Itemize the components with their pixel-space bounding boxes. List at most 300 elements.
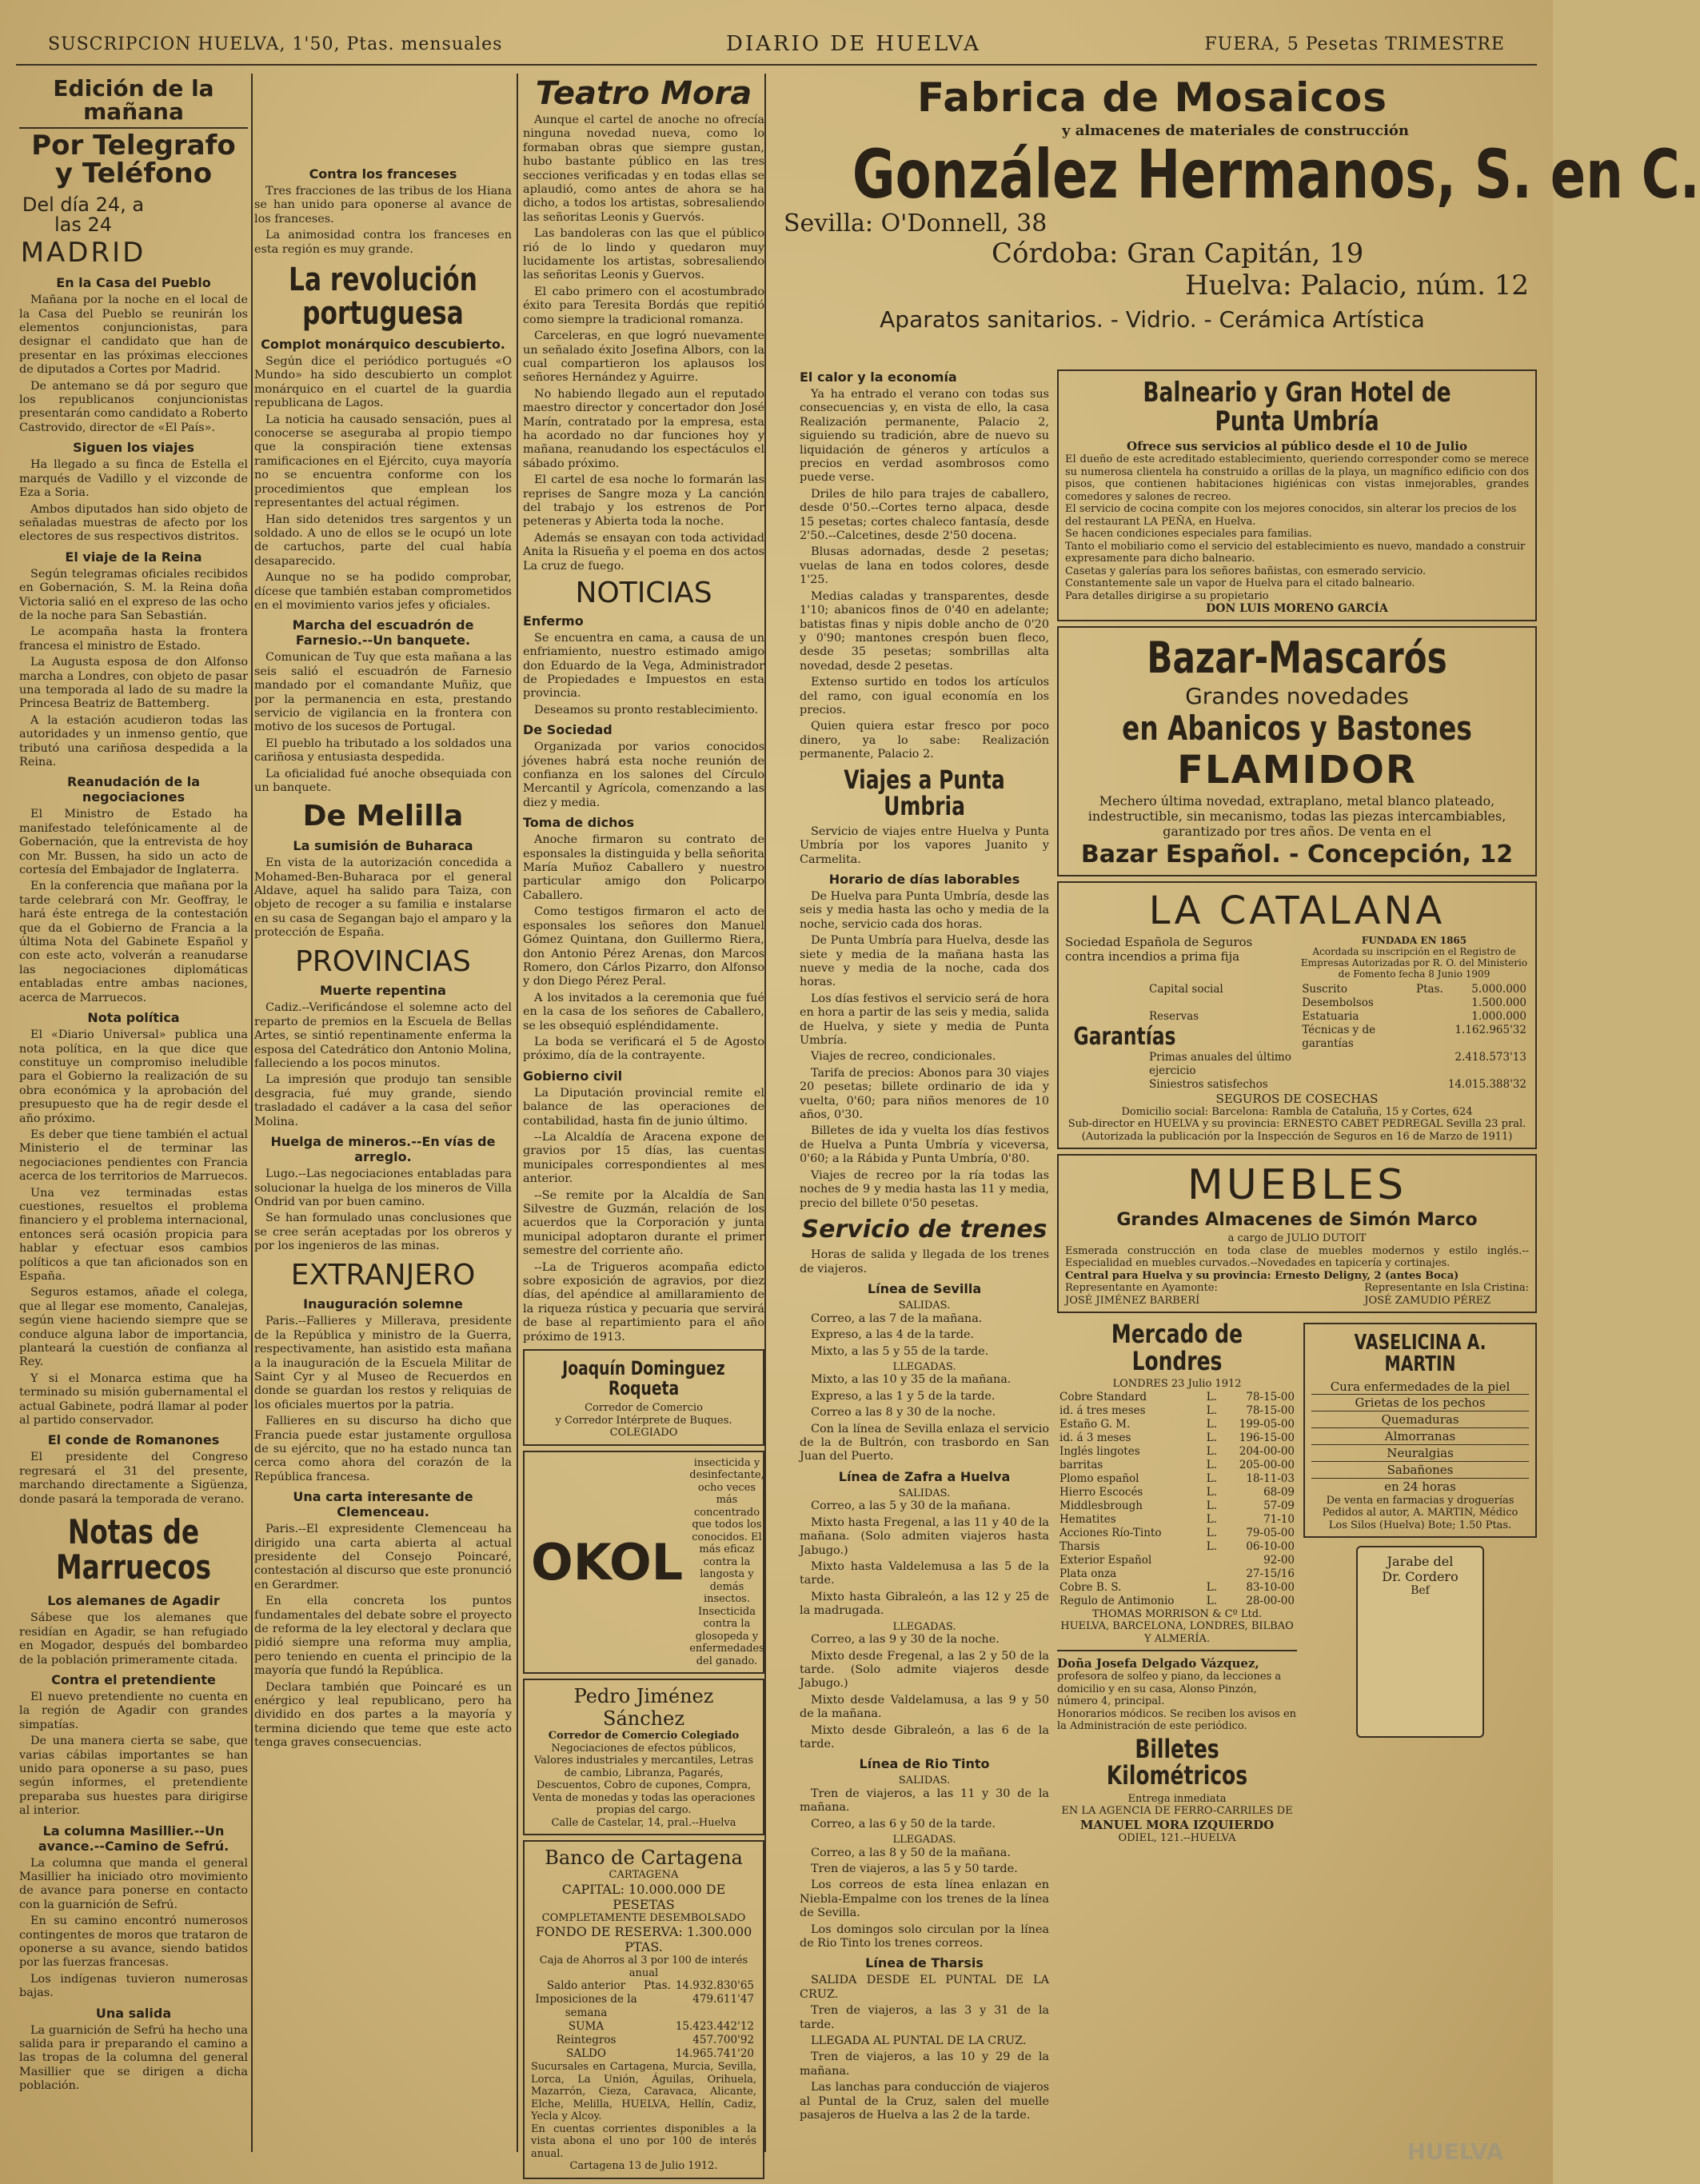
article-paragraph: Extenso surtido en todos los artículos del ramo, con igual economía en los precios.: [800, 676, 1049, 717]
table-cell: Estaño G. M.: [1060, 1417, 1131, 1431]
table-cell: 5.000.000: [1471, 982, 1526, 996]
table-cell: Tharsis: [1060, 1539, 1100, 1553]
schedule-line: Mixto desde Gibraleón, a las 6 de la tarde.: [800, 1723, 1049, 1751]
table-cell: Cobre B. S.: [1060, 1580, 1122, 1594]
ad-line: Pedidos al autor, A. MARTIN, Médico: [1322, 1507, 1518, 1519]
schedule-line: Mixto desde Fregenal, a las 2 y 50 de la tarde. (Solo admite viajeros desde Jabugo.): [800, 1649, 1049, 1691]
mercado-row: [1057, 1459, 1297, 1472]
ad-line: profesora de solfeo y piano, da lecciones a domicilio y en su casa, Alonso Pinzón, número 4, principal.: [1057, 1671, 1282, 1708]
article-paragraph: Tres fracciones de las tribus de los Hiana se han unido para oponerse al avance de los franceses.: [254, 185, 512, 226]
mercado-row: [1057, 1391, 1297, 1404]
table-cell: L.: [1206, 1471, 1218, 1485]
article-paragraph: Sábese que los alemanes que residían en Agadir, se han refugiado en Mogador, después del bombardeo de la población primeramente citada.: [19, 1611, 248, 1667]
article-paragraph: Además se ensayan con toda actividad Anita la Risueña y el poema en dos actos La cruz de fuego.: [523, 531, 764, 573]
column-rule: [764, 74, 766, 2152]
article-paragraph: La animosidad contra los franceses en esta región es muy grande.: [254, 229, 512, 256]
subheading: Una carta interesante de Clemenceau.: [293, 1489, 473, 1520]
table-cell: 71-10: [1263, 1512, 1295, 1526]
ad-line: Sub-director en HUELVA y su provincia: ERNESTO CABET PEDREGAL Sevilla 23 pral.: [1067, 1118, 1526, 1131]
ad-line: insecticida y desinfectante, ocho veces más concentrado que todos los conocidos. El más eficaz contra la langosta y demás insectos. Insecticida contra la glosopeda y enfermedades del ganado.: [689, 1456, 764, 1667]
table-cell: 2.418.573'13: [1455, 1050, 1526, 1064]
cordoba-address: Córdoba: Gran Capitán, 19: [992, 237, 1364, 270]
ad-title: Pedro Jiménez Sánchez: [573, 1685, 714, 1731]
ad-line: y Corredor Intérprete de Buques.: [555, 1414, 732, 1427]
catalana-row: [1147, 996, 1529, 1010]
schedule-line: Correo, a las 5 y 30 de la mañana.: [811, 1499, 1011, 1513]
ad-title: OKOL: [531, 1533, 684, 1592]
mercado-row: [1057, 1418, 1297, 1431]
article-paragraph: La impresión que produjo tan sensible desgracia, fué muy grande, siendo trasladado el cadáver a la casa del señor Molina.: [254, 1073, 512, 1128]
table-cell: Cobre Standard: [1060, 1390, 1147, 1403]
article-paragraph: Viajes de recreo por la ría todas las noches de 9 y media hasta las 11 y media, precio del billete 0'50 pesetas.: [800, 1168, 1049, 1210]
article-paragraph: Medias caladas y transparentes, desde 1'10; abanicos finos de 0'40 en adelante; batistas finas y nipis doble ancho de 0'20 y 0'90; mantones crespón buen fleco, desde 35 pesetas; sombrillas alta novedad, desde 2 pesetas.: [800, 589, 1049, 673]
table-cell: 15.423.442'12: [675, 2020, 754, 2034]
flamidor-title: FLAMIDOR: [1177, 747, 1417, 793]
ad-line: EN LA AGENCIA DE FERRO-CARRILES DE: [1061, 1805, 1293, 1818]
mercado-row: [1057, 1513, 1297, 1527]
table-cell: Desembolsos: [1302, 996, 1374, 1009]
schedule-line: Expreso, a las 1 y 5 de la tarde.: [811, 1389, 996, 1403]
schedule-line: Tren de viajeros, a las 5 y 50 tarde.: [811, 1863, 1018, 1875]
label-llegadas: LLEGADAS.: [892, 1620, 956, 1633]
muebles-ad: [1057, 1154, 1537, 1313]
subheading: Muerte repentina: [320, 983, 446, 999]
trenes-banner: Servicio de trenes: [801, 1215, 1048, 1244]
ad-title: VASELICINA A. MARTIN: [1354, 1331, 1487, 1377]
article-paragraph: Billetes de ida y vuelta los días festivos de Huelva a Punta Umbría y viceversa, 0'60; a la Rábida y Punta Umbría, 0'80.: [800, 1124, 1049, 1166]
ad-title: Bazar-Mascarós: [1147, 633, 1447, 684]
ad-subtitle: Grandes novedades: [1185, 683, 1409, 710]
schedule-line: Mixto hasta Valdelemusa a las 5 de la tarde.: [800, 1560, 1049, 1587]
table-cell: 1.500.000: [1471, 996, 1526, 1009]
subheading: Los alemanes de Agadir: [47, 1593, 220, 1609]
label-salidas: SALIDAS.: [898, 1300, 951, 1312]
table-cell: 27-15/16: [1246, 1567, 1295, 1580]
ad-line: CAPITAL: 10.000.000 DE PESETAS: [561, 1881, 726, 1912]
ad-line: De venta en farmacias y droguerías: [1326, 1494, 1514, 1507]
catalana-row: [1147, 1010, 1529, 1024]
schedule-line: Las lanchas para conducción de viajeros al Puntal de la Cruz, salen del muelle pasajeros de Huelva a las 2 de la tarde.: [800, 2081, 1049, 2122]
catalana-row: [1147, 1078, 1529, 1092]
schedule-line: Mixto, a las 5 y 55 de la tarde.: [811, 1344, 989, 1358]
article-paragraph: Le acompaña hasta la frontera francesa el ministro de Estado.: [19, 625, 248, 653]
article-paragraph: --Se remite por la Alcaldía de San Silvestre de Guzmán, relación de los acuerdos que la Corporación y junta municipal adoptaron durante el primer semestre del corriente año.: [523, 1188, 764, 1258]
table-cell: 1.000.000: [1471, 1009, 1526, 1023]
table-cell: [1414, 996, 1446, 1010]
article-paragraph: Declara también que Poincaré es un enérgico y leal republicano, pero ha dividido en dos partes a la mayoría y termina diciendo que teme que este acto tenga graves consecuencias.: [254, 1680, 512, 1750]
okol-ad: [523, 1451, 764, 1675]
article-paragraph: La columna que manda el general Masillier ha iniciado otro movimiento de avance para ponerse en contacto con la guarnición de Sefrú.: [19, 1856, 248, 1911]
table-cell: Acciones Río-Tinto: [1060, 1526, 1162, 1539]
article-paragraph: Fallieres en su discurso ha dicho que Francia puede estar justamente orgullosa de su ejército, que no ha estado nunca tan cerca como ahora del corazón de la República francesa.: [254, 1415, 512, 1483]
ad-owner: DON LUIS MORENO GARCÍA: [1206, 602, 1388, 616]
table-cell: [1204, 1554, 1223, 1567]
article-paragraph: Comunican de Tuy que esta mañana a las seis salió el escuadrón de Farnesio mandado por el comandante Muñiz, que por la permanencia en esta, prestando servicio de vigilancia en la frontera con motivo de los sucesos de Portugal.: [254, 651, 512, 734]
article-paragraph: Es deber que tiene también el actual Ministerio el de terminar las negociaciones pendientes con Francia acerca de los territorios de Marruecos.: [19, 1128, 248, 1184]
mercado-row: [1057, 1540, 1297, 1554]
article-paragraph: Lugo.--Las negociaciones entabladas para solucionar la huelga de los mineros de Villa Ondrid van por buen camino.: [254, 1168, 512, 1208]
catalana-row: [1147, 983, 1529, 996]
article-paragraph: De Punta Umbría para Huelva, desde las siete y media de la mañana hasta las nueve y media de la noche, cada dos horas.: [800, 934, 1050, 989]
ad-line: El servicio de cocina compite con los mejores conocidos, sin alterar los precios de los del restaurant LA PEÑA, en Huelva.: [1065, 503, 1517, 528]
article-paragraph: Paris.--Fallieres y Millerava, presidente de la República y ministro de la Guerra, respectivamente, han asistido esta mañana a la inauguración de la Escuela Militar de Saint Cyr y al Museo de Recuerdos en donde se guardan los restos y reliquias de los oficiales muertos por la patria.: [254, 1315, 512, 1411]
article-paragraph: Deseamos su pronto restablecimiento.: [534, 703, 759, 717]
article-paragraph: La Diputación provincial remite el balance de las operaciones de contabilidad, hasta fin de junio último.: [523, 1086, 764, 1128]
article-paragraph: Se encuentra en cama, a causa de un enfriamiento, nuestro estimado amigo don Eduardo de la Vega, Administrador de Propiedades e Impuestos en esta provincia.: [523, 631, 764, 701]
ad-line: Doña Josefa Delgado Vázquez,: [1057, 1656, 1259, 1671]
table-cell: Reintegros: [556, 2034, 617, 2047]
table-cell: [1414, 1024, 1446, 1051]
article-paragraph: Como testigos firmaron el acto de esponsales los señores don Manuel Gómez Quintana, don Guillermo Riera, don Antonio Pérez Arenas, don Marcos Romero, don Cárlos Pizarro, don Alfonso y don Diego Pérez Peral.: [523, 905, 764, 988]
schedule-line: Los correos de esta línea enlazan en Niebla-Empalme con los trenes de la línea de Sevilla.: [800, 1879, 1049, 1920]
banco-row: [531, 1979, 756, 1993]
mercado-row: [1057, 1581, 1297, 1595]
viajes-banner: Viajes a Punta Umbria: [844, 764, 1005, 822]
billetes-title: Billetes Kilométricos: [1106, 1733, 1248, 1791]
ad-line: FUNDADA EN 1865: [1361, 934, 1467, 946]
ad-line: Los Silos (Huelva) Bote; 1.50 Ptas.: [1328, 1519, 1512, 1531]
ad-line: Se hacen condiciones especiales para familias.: [1065, 528, 1312, 541]
table-cell: 83-10-00: [1246, 1580, 1295, 1594]
ad-line: HUELVA, BARCELONA, LONDRES, BILBAO Y ALMERÍA.: [1060, 1620, 1294, 1645]
label-llegadas: LLEGADAS.: [892, 1834, 956, 1847]
ad-line: FONDO DE RESERVA: 1.300.000 PTAS.: [535, 1924, 752, 1955]
subheading: Siguen los viajes: [73, 440, 194, 456]
article-paragraph: Paris.--El expresidente Clemenceau ha dirigido una carta abierta al actual presidente del Consejo Poincaré, contestación al discurso que este pronunció en Gerardmer.: [254, 1523, 512, 1591]
column-viajes-trenes: [800, 365, 1049, 2160]
table-cell: 18-11-03: [1246, 1471, 1295, 1485]
table-cell: Capital social: [1149, 982, 1223, 996]
column-rule: [517, 74, 518, 2152]
schedule-line: Expreso, a las 4 de la tarde.: [811, 1328, 975, 1342]
ad-line: Bef: [1411, 1584, 1430, 1598]
dateline: Del día 24, a las 24: [22, 194, 145, 237]
article-paragraph: En ella concreta los puntos fundamentales del debate sobre el proyecto de reforma de la ley electoral y declara que pidió siempre una reforma muy amplia, pero teniendo en cuenta el principio de la mayoría que fundó la República.: [254, 1595, 512, 1678]
article-paragraph: Y si el Monarca estima que ha terminado su misión gubernamental el actual Gabinete, podrá llamar al poder al partido conservador.: [19, 1371, 248, 1427]
table-cell: Técnicas y de garantías: [1302, 1023, 1376, 1050]
banco-row: [531, 2034, 756, 2047]
ad-title: MUEBLES: [1187, 1161, 1407, 1210]
table-cell: L.: [1206, 1390, 1218, 1403]
table-cell: Siniestros satisfechos: [1149, 1077, 1268, 1091]
article-paragraph: La guarnición de Sefrú ha hecho una salida para ir preparando el camino a las tropas de la columna del general Masillier que se dirigen a dicha población.: [19, 2023, 248, 2093]
table-cell: L.: [1206, 1526, 1218, 1539]
ad-line: SEGUROS DE COSECHAS: [1215, 1091, 1379, 1106]
table-cell: Reservas: [1149, 1009, 1199, 1023]
subheading: Línea de Tharsis: [865, 1955, 984, 1971]
article-paragraph: Horas de salida y llegada de los trenes de viajeros.: [800, 1248, 1049, 1276]
vaselina-item: Almorranas: [1311, 1427, 1529, 1444]
table-cell: 479.611'47: [692, 1993, 754, 2006]
table-cell: Suscrito: [1302, 982, 1347, 996]
table-cell: Ptas.: [1416, 982, 1443, 996]
table-cell: [1414, 1010, 1446, 1024]
article-paragraph: De Huelva para Punta Umbría, desde las seis y media hasta las ocho y media de la noche, servicio cada dos horas.: [800, 889, 1050, 931]
label-salidas: SALIDAS.: [898, 1487, 951, 1499]
table-cell: Plata onza: [1060, 1567, 1117, 1580]
schedule-line: Los domingos solo circulan por la línea de Rio Tinto los trenes correos.: [800, 1922, 1049, 1950]
ad-line: Tanto el mobiliario como el servicio del establecimiento es nuevo, mandado a construir expresamente para dicho balneario.: [1065, 540, 1526, 565]
ad-line: COLEGIADO: [609, 1427, 678, 1439]
sevilla-address: Sevilla: O'Donnell, 38: [784, 209, 1048, 238]
ad-line: Jarabe del: [1387, 1554, 1454, 1570]
ad-line: Caja de Ahorros al 3 por 100 de interés anual: [539, 1954, 748, 1979]
table-cell: [1414, 1051, 1446, 1078]
article-paragraph: Ya ha entrado el verano con todas sus consecuencias y, en vista de ello, la casa Realización permanente, Palacio 2, siguiendo su tradición, abre de nuevo su liquidación de géneros y artículos a precios en verdad asombrosos como puede verse.: [800, 388, 1049, 485]
article-paragraph: La Augusta esposa de don Alfonso marcha a Londres, con objeto de pasar una temporada al lado de su madre la Princesa Beatriz de Battemberg.: [19, 656, 248, 711]
table-cell: barritas: [1060, 1458, 1103, 1471]
article-paragraph: La noticia ha causado sensación, pues al conocerse se aseguraba al propio tiempo que la conspiración tiene extensas ramificaciones en el Ejército, cuya mayoría no se encuentra conforme con los procedimientos que emplean los representantes del actual régimen.: [254, 413, 512, 510]
table-cell: 79-05-00: [1246, 1526, 1295, 1539]
banco-cartagena-ad: [523, 1840, 764, 2179]
table-cell: 78-15-00: [1246, 1390, 1295, 1403]
ad-line: Corredor de Comercio Colegiado: [548, 1730, 740, 1743]
column-telegrafo: [19, 74, 248, 2160]
table-cell: [1299, 1051, 1414, 1078]
vaselina-item: en 24 horas: [1311, 1478, 1529, 1495]
article-paragraph: Viajes de recreo, condicionales.: [811, 1050, 996, 1064]
aparatos-line: Aparatos sanitarios. - Vidrio. - Cerámica Artística: [880, 305, 1425, 333]
schedule-line: Mixto hasta Gibraleón, a las 12 y 25 de la madrugada.: [800, 1590, 1049, 1618]
library-watermark: HUELVA: [1407, 2138, 1504, 2165]
mercado-table: [1057, 1391, 1297, 1608]
column-rule: [251, 74, 253, 2152]
schedule-line: Tren de viajeros, a las 10 y 29 de la mañana.: [800, 2050, 1049, 2078]
article-paragraph: No habiendo llegado aun el reputado maestro director y concertador don José Marín, contratado por la empresa, esta ha acordado no dar funciones hoy y mañana, reanudando los espectáculos el sábado próximo.: [523, 387, 764, 470]
ad-line: Corredor de Comercio: [585, 1402, 703, 1415]
ad-line: JOSÉ ZAMUDIO PÉREZ: [1364, 1294, 1491, 1307]
schedule-line: Tren de viajeros, a las 11 y 30 de la mañana.: [800, 1787, 1049, 1815]
article-paragraph: El pueblo ha tributado a los soldados una cariñosa y entusiasta despedida.: [254, 737, 512, 765]
subheading: La sumisión de Buharaca: [293, 838, 473, 854]
article-paragraph: El «Diario Universal» publica una nota política, en la que dice que constituye un compromiso ineludible para el Gobierno la realización de su obra económica y la aprobación del presupuesto que ha de regir desde el año próximo.: [19, 1028, 248, 1125]
right-ads-column: [1057, 365, 1537, 2160]
ad-line: Sucursales en Cartagena, Murcia, Sevilla, Lorca, La Unión, Águilas, Orihuela, Mazarrón, Cieza, Caravaca, Alicante, Elche, Melilla, HUELVA, Hellín, Cadiz, Yecla y Alcoy.: [531, 2061, 756, 2123]
table-cell: 199-05-00: [1239, 1417, 1295, 1431]
mercado-londres: [1057, 1318, 1297, 1844]
table-cell: Primas anuales del último ejercicio: [1149, 1050, 1291, 1077]
subheading: Gobierno civil: [523, 1068, 623, 1084]
extranjero-banner: EXTRANJERO: [290, 1258, 476, 1292]
ad-line: Representante en Isla Cristina:: [1364, 1282, 1529, 1295]
table-cell: L.: [1206, 1458, 1218, 1471]
ad-subtitle: Cura enfermedades de la piel: [1330, 1379, 1510, 1394]
ad-line: Para detalles dirigirse a su propietario: [1065, 589, 1269, 602]
newspaper-title: DIARIO DE HUELVA: [725, 32, 981, 56]
ad-line: Acordada su inscripción en el Registro de Empresas Autorizadas por R. O. del Ministerio de Fomento fecha 8 Junio 1909: [1300, 945, 1528, 980]
table-cell: [1414, 1078, 1446, 1092]
mercado-row: [1057, 1404, 1297, 1418]
schedule-line: Tren de viajeros, a las 3 y 31 de la tarde.: [800, 2004, 1049, 2031]
table-cell: 14.965.741'20: [675, 2047, 754, 2061]
ad-line: THOMAS MORRISON & Cº Ltd.: [1091, 1607, 1263, 1620]
schedule-line: Correo, a las 8 y 50 de la mañana.: [811, 1846, 1011, 1859]
garantias-label: Garantías: [1073, 1023, 1176, 1052]
subheading: Marcha del escuadrón de Farnesio.--Un banquete.: [292, 617, 474, 649]
ad-line: Cartagena 13 de Julio 1912.: [569, 2160, 718, 2173]
masthead: [16, 24, 1537, 66]
table-cell: Regulo de Antimonio: [1060, 1594, 1175, 1607]
table-cell: Exterior Español: [1060, 1553, 1152, 1567]
article-paragraph: Seguros estamos, añade el colega, que al llegar ese momento, Canalejas, según viene haciendo siempre que se conduce alguna labor de importancia, planteará la cuestión de confianza al Rey.: [19, 1286, 248, 1369]
subheading: En la Casa del Pueblo: [56, 275, 211, 291]
table-cell: SALDO: [566, 2047, 606, 2061]
article-paragraph: Los días festivos el servicio será de hora en hora a partir de las seis y media, salida de Huelva, y siete y media de Punta Umbría.: [800, 992, 1049, 1048]
catalana-row: [1147, 1024, 1529, 1051]
table-cell: SUMA: [568, 2020, 605, 2034]
article-paragraph: En la conferencia que mañana por la tarde celebrará con Mr. Geoffray, le hará éste entrega de la contestación que da el Gobierno de Francia a la última Nota del Gabinete Español y con este acto, volverán a reanudarse las negociaciones diplomáticas entabladas entre ambas naciones, acerca de Marruecos.: [19, 880, 248, 1004]
subheading: Complot monárquico descubierto.: [261, 337, 505, 353]
subheading: La columna Masillier.--Un avance.--Camino de Sefrú.: [38, 1823, 229, 1854]
ad-line: a cargo de JULIO DUTOIT: [1227, 1232, 1367, 1245]
subheading: El conde de Romanones: [47, 1432, 220, 1448]
table-cell: 205-00-00: [1239, 1458, 1295, 1471]
vaselina-item: Quemaduras: [1311, 1411, 1529, 1427]
subheading: Reanudación de la negociaciones: [66, 774, 201, 805]
ad-line: CARTAGENA: [609, 1869, 679, 1882]
ad-line: COMPLETAMENTE DESEMBOLSADO: [541, 1911, 746, 1924]
subheading: Horario de días laborables: [828, 871, 1020, 887]
melilla-banner: De Melilla: [302, 800, 464, 833]
vaselicina-ad: [1303, 1318, 1537, 1844]
article-paragraph: Organizada por varios conocidos jóvenes habrá esta noche reunión de confianza en los salones del Círculo Mercantil y Agrícola, comenzando a las diez y media.: [523, 741, 764, 809]
ad-line: El dueño de este acreditado establecimiento, queriendo corresponder como se merece su numerosa clientela ha construido a orillas de la playa, un magnífico edificio con dos pisos, que contienen habitaciones higiénicas con vistas inmejorables, grandes comedores y salones de recreo.: [1065, 453, 1529, 503]
subscription-outside: FUERA, 5 Pesetas TRIMESTRE: [1204, 34, 1505, 54]
ad-line: Casetas y galerías para los señores bañistas, con esmerado servicio.: [1065, 565, 1427, 577]
article-paragraph: El cabo primero con el acostumbrado éxito para Teresita Bordás que repitió como siempre la tradicional romanza.: [523, 285, 764, 326]
article-paragraph: Anoche firmaron su contrato de esponsales la distinguida y bella señorita María Muñoz Caballero y nuestro particular amigo don Policarpo Caballero.: [523, 833, 764, 902]
article-paragraph: Ha llegado a su finca de Estella el marqués de Vadillo y el vizconde de Eza a Soria.: [19, 458, 248, 500]
table-cell: [1204, 1567, 1223, 1581]
subheading: Nota política: [87, 1010, 180, 1026]
table-cell: 457.700'92: [692, 2034, 754, 2047]
article-paragraph: Quien quiera estar fresco por poco dinero, ya lo sabe: Realización permanente, Palacio 2.: [800, 720, 1049, 761]
la-catalana-ad: [1057, 881, 1537, 1149]
ad-line: (Autorizada la publicación por la Inspección de Seguros en 16 de Marzo de 1911): [1081, 1130, 1513, 1143]
mercado-row: [1057, 1431, 1297, 1445]
ad-line: Central para Huelva y su provincia: Ernesto Deligny, 2 (antes Boca): [1065, 1269, 1459, 1282]
article-paragraph: Han sido detenidos tres sargentos y un soldado. A uno de ellos se le ocupó un lote de cartuchos, parte del cual había desaparecido.: [254, 513, 512, 568]
article-paragraph: Aunque el cartel de anoche no ofrecía ninguna novedad nueva, como lo formaban obras que siempre gustan, hubo bastante público en las tres secciones verificadas y en todas ellas se aplaudió, como antes de ahora se ha dicho, a todos los artistas, sobresaliendo las señoritas Leonis y Guervós.: [523, 114, 764, 224]
vaselina-item: Grietas de los pechos: [1311, 1394, 1529, 1411]
ad-subtitle: Grandes Almacenes de Simón Marco: [1116, 1209, 1478, 1230]
marruecos-banner: Notas de Marruecos: [55, 1512, 211, 1587]
table-cell: [1299, 1078, 1414, 1092]
label-llegadas: LLEGADAS.: [892, 1360, 956, 1373]
provincias-banner: PROVINCIAS: [295, 944, 471, 978]
article-paragraph: Las bandoleras con las que el público rió de lo lindo y quedaron muy lucidamente los artistas, sobresaliendo las señoritas Leonis y Guervos.: [523, 227, 764, 282]
column-noticias-extranjero: [254, 74, 512, 2160]
mercado-row: [1057, 1567, 1297, 1581]
table-cell: 1.162.965'32: [1455, 1023, 1526, 1036]
subheading: Huelga de mineros.--En vías de arreglo.: [270, 1134, 496, 1165]
table-cell: Middlesbrough: [1060, 1499, 1143, 1512]
ad-line: JOSÉ JIMÉNEZ BARBERÍ: [1065, 1294, 1200, 1307]
article-paragraph: Se han formulado unas conclusiones que se cree serán aceptadas por los obreros y por los ingenieros de las minas.: [254, 1212, 512, 1253]
subheading: Línea de Rio Tinto: [859, 1756, 990, 1772]
article-paragraph: De una manera cierta se sabe, que varias cábilas importantes se han unido para oponerse a su paso, pues según informes, el pretendiente preparaba sus huestes para dirigirse al interior.: [19, 1735, 248, 1818]
fabrica-subtitle: y almacenes de materiales de construcción: [1062, 122, 1409, 139]
ad-line: Sociedad Española de Seguros contra incendios a prima fija: [1065, 934, 1253, 964]
fabrica-title: Fabrica de Mosaicos: [917, 74, 1387, 121]
table-cell: 204-00-00: [1239, 1444, 1295, 1458]
table-cell: 06-10-00: [1246, 1539, 1295, 1553]
table-cell: L.: [1206, 1431, 1218, 1444]
jarabe-bottle-illustration: [1356, 1546, 1484, 1738]
article-paragraph: El nuevo pretendiente no cuenta en la región de Agadir con grandes simpatías.: [19, 1690, 248, 1731]
article-paragraph: La oficialidad fué anoche obsequiada con un banquete.: [254, 767, 512, 794]
article-paragraph: La boda se verificará el 5 de Agosto próximo, día de la contrayente.: [523, 1035, 764, 1063]
article-paragraph: El Ministro de Estado ha manifestado telefónicamente al de Gobernación, que la entrevista de hoy con Mr. Bussen, ha sido un acto de cortesía del Embajador de Inglaterra.: [19, 808, 248, 877]
roqueta-ad: [523, 1349, 764, 1446]
table-cell: L.: [1206, 1594, 1218, 1607]
table-cell: L.: [1206, 1444, 1218, 1458]
section-title: Por Telegrafo y Teléfono: [31, 129, 236, 190]
ad-line: Esmerada construcción en toda clase de muebles modernos y estilo inglés.--Especialidad en muebles curvados.--Novedades en tapicería y cortinajes.: [1065, 1244, 1529, 1270]
mercado-row: [1057, 1595, 1297, 1608]
mercado-row: [1057, 1554, 1297, 1567]
catalana-table: [1147, 983, 1529, 1092]
banco-row: [531, 2047, 756, 2061]
ad-title: Balneario y Gran Hotel de Punta Umbría: [1143, 377, 1451, 437]
subheading: Una salida: [95, 2005, 172, 2021]
edition-title: Edición de la mañana: [19, 77, 248, 129]
city-heading: MADRID: [20, 236, 146, 269]
article-paragraph: --La de Trigueros acompaña edicto sobre exposición de agravios, por diez días, del apéndice al amillaramiento de la riqueza rústica y pecuaria que servirá de base al repartimiento para el año próximo de 1913.: [523, 1260, 764, 1344]
article-paragraph: Carceleras, en que logró nuevamente un señalado éxito Josefina Albors, con la cual compartieron los aplausos los señores Hernández y Aguirre.: [523, 329, 764, 385]
schedule-line: Con la línea de Sevilla enlaza el servicio de la de Bultrón, con trasbordo en San Juan del Puerto.: [800, 1422, 1049, 1463]
article-paragraph: Según dice el periódico portugués «O Mundo» ha sido descubierto un complot monárquico en el cuartel de la guardia republicana de Lagos.: [254, 355, 512, 410]
subheading: Contra el pretendiente: [51, 1671, 216, 1687]
table-cell: 57-09: [1263, 1499, 1295, 1512]
schedule-line: Correo, a las 7 de la mañana.: [811, 1312, 983, 1325]
table-cell: L.: [1206, 1539, 1218, 1553]
noticias-banner: NOTICIAS: [575, 577, 712, 609]
bazar-mascaros-ad: [1057, 626, 1537, 876]
table-cell: Imposiciones de la semana: [535, 1993, 637, 2020]
table-cell: Plomo español: [1060, 1471, 1139, 1485]
subheading: El viaje de la Reina: [65, 549, 202, 565]
ad-line: Constantemente sale un vapor de Huelva para el citado balneario.: [1065, 577, 1415, 590]
table-cell: Estatuaria: [1302, 1009, 1359, 1023]
table-cell: 68-09: [1263, 1485, 1295, 1499]
article-paragraph: Según telegramas oficiales recibidos en Gobernación, S. M. la Reina doña Victoria salió en el expreso de las ocho de la noche para San Sebastián.: [19, 567, 248, 622]
schedule-line: SALIDA DESDE EL PUNTAL DE LA CRUZ.: [800, 1974, 1049, 2001]
article-paragraph: A los invitados a la ceremonia que fué en la casa de los señores de Caballero, se les obsequió espléndidamente.: [523, 991, 764, 1032]
mercado-row: [1057, 1445, 1297, 1459]
table-cell: 28-00-00: [1246, 1594, 1295, 1607]
subheading: De Sociedad: [523, 722, 613, 738]
ad-line: Mechero última novedad, extraplano, metal blanco plateado, indestructible, sin mecanismo, todas las piezas intercambiables, garantizado por tres años. De venta en el: [1087, 793, 1506, 839]
ad-line: MANUEL MORA IZQUIERDO: [1079, 1817, 1275, 1832]
portugal-banner: La revolución portuguesa: [289, 262, 477, 333]
article-paragraph: --La Alcaldía de Aracena expone de gravios por 15 días, las cuentas municipales correspondientes al mes anterior.: [523, 1130, 764, 1186]
schedule-line: LLEGADA AL PUNTAL DE LA CRUZ.: [811, 2034, 1027, 2048]
article-paragraph: Servicio de viajes entre Huelva y Punta Umbría por los vapores Juanito y Carmelita.: [800, 824, 1049, 866]
article-paragraph: A la estación acudieron todas las autoridades y un inmenso gentío, que tributó una cariñosa despedida a la Reina.: [19, 713, 248, 769]
table-cell: L.: [1206, 1512, 1218, 1526]
vaselina-item: Neuralgias: [1311, 1444, 1529, 1461]
balneario-ad: [1057, 369, 1537, 621]
table-cell: 14.932.830'65: [675, 1979, 754, 1993]
catalana-row: [1147, 1051, 1529, 1078]
ad-line: Domicilio social: Barcelona: Rambla de Cataluña, 15 y Cortes, 624: [1121, 1105, 1473, 1118]
ad-line: En cuentas corrientes disponibles a la vista abona el uno por 100 de interés anual.: [531, 2122, 756, 2160]
ad-title: LA CATALANA: [1148, 888, 1446, 934]
article-paragraph: El cartel de esa noche lo formarán las reprises de Sangre moza y La canción del trabajo y los estrenos de Por peteneras y Abierta toda la noche.: [523, 473, 764, 529]
banco-row: [531, 1993, 756, 2020]
subscription-local: SUSCRIPCION HUELVA, 1'50, Ptas. mensuales: [48, 34, 503, 54]
